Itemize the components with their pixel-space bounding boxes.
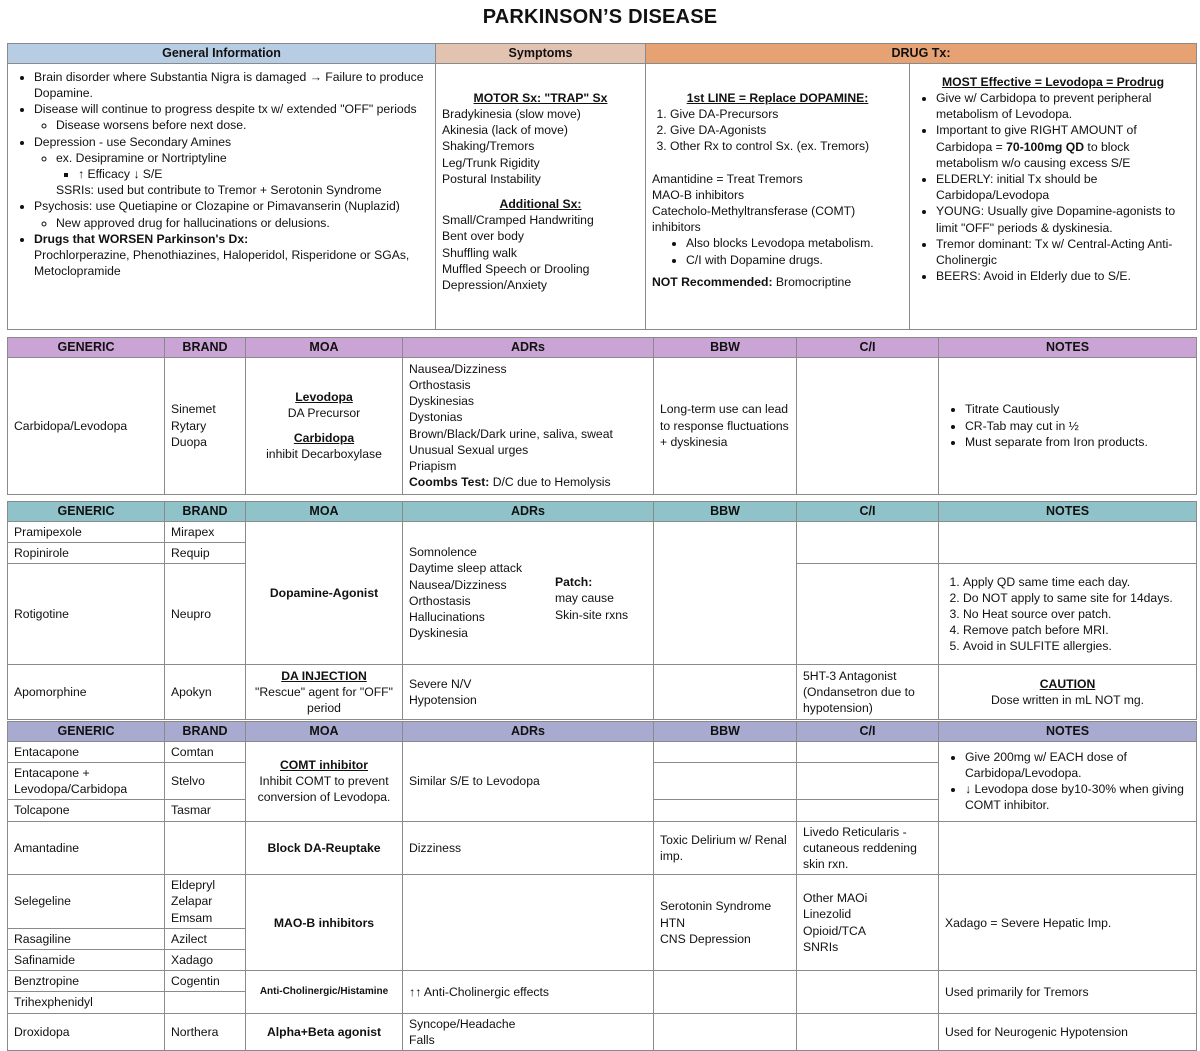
drug-tx-bullet: • BEERS: Avoid in Elderly due to S/E. xyxy=(936,268,1190,284)
col-adrs: ADRs xyxy=(403,722,654,742)
additional-title: Additional Sx: xyxy=(499,196,582,211)
brand-cell: Northera xyxy=(165,1013,246,1050)
first-line-title: 1st LINE = Replace DOPAMINE: xyxy=(686,90,869,105)
bbw-cell xyxy=(654,762,797,799)
ci-cell xyxy=(797,800,939,821)
col-notes: NOTES xyxy=(939,722,1197,742)
generic-cell: Rasagiline xyxy=(8,928,165,949)
moa-cell: Anti-Cholinergic/Histamine xyxy=(246,971,403,1013)
bbw-cell xyxy=(654,521,797,664)
notes-cell: Used primarily for Tremors xyxy=(939,971,1197,1013)
info-table xyxy=(7,43,1197,330)
brand-cell: Mirapex xyxy=(165,521,246,542)
moa-cell: Block DA-Reuptake xyxy=(246,821,403,875)
additional-item: Shuffling walk xyxy=(442,245,517,260)
bbw-cell xyxy=(654,971,797,1013)
notes-cell: Xadago = Severe Hepatic Imp. xyxy=(939,875,1197,971)
bbw-cell: Toxic Delirium w/ Renal imp. xyxy=(654,821,797,875)
notes-cell xyxy=(939,521,1197,563)
header-drug-tx: DRUG Tx: xyxy=(646,44,1197,64)
col-bbw: BBW xyxy=(654,338,797,358)
additional-item: Bent over body xyxy=(442,229,524,244)
drug-tx-line: Catecholo-Methyltransferase (COMT) inhibitors xyxy=(652,203,856,235)
drug-tx-left-cell xyxy=(646,63,910,329)
drug-tx-bullet: • YOUNG: Usually give Dopamine-agonists to limit "OFF" periods & dyskinesia. xyxy=(936,203,1190,235)
bbw-cell xyxy=(654,800,797,821)
brand-cell: Comtan xyxy=(165,741,246,762)
motor-item: Shaking/Tremors xyxy=(442,139,535,154)
col-generic: GENERIC xyxy=(8,722,165,742)
generic-cell: Entacapone xyxy=(8,741,165,762)
additional-item: Muffled Speech or Drooling xyxy=(442,261,590,276)
adrs-cell: Severe N/V Hypotension xyxy=(403,665,654,720)
brand-cell: Eldepryl Zelapar Emsam xyxy=(165,875,246,929)
generic-cell: Ropinirole xyxy=(8,542,165,563)
adrs-cell: Similar S/E to Levodopa xyxy=(403,741,654,821)
adrs-cell: ↑↑ Anti-Cholinergic effects xyxy=(403,971,654,1013)
moa-cell: Alpha+Beta agonist xyxy=(246,1013,403,1050)
motor-item: Postural Instability xyxy=(442,171,541,186)
generic-cell: Rotigotine xyxy=(8,564,165,665)
adrs-cell: Syncope/Headache Falls xyxy=(403,1013,654,1050)
symptoms-cell xyxy=(436,63,646,329)
brand-cell: Neupro xyxy=(165,564,246,665)
drug-tx-bullet: • ELDERLY: initial Tx should be Carbidopa/Levodopa xyxy=(936,171,1190,203)
drug-tx-bullet: • Tremor dominant: Tx w/ Central-Acting Anti-Cholinergic xyxy=(936,236,1190,268)
brand-cell xyxy=(165,992,246,1013)
ci-cell xyxy=(797,971,939,1013)
motor-item: Leg/Trunk Rigidity xyxy=(442,155,540,170)
info-ssri-note: SSRIs: used but contribute to Tremor + Serotonin Syndrome xyxy=(56,183,382,198)
comt-bullet: • C/I with Dopamine drugs. xyxy=(686,252,903,268)
ci-cell xyxy=(797,357,939,494)
adrs-cell: Nausea/Dizziness Orthostasis Dyskinesias Dystonias Brown/Black/Dark urine, saliva, sweat Unusual Sexual urges Priapism Coombs Test: D/C due to Hemolysis xyxy=(403,357,654,494)
col-generic: GENERIC xyxy=(8,502,165,522)
drug-tx-line: Amantidine = Treat Tremors xyxy=(652,171,803,186)
drug-tx-right-cell xyxy=(910,63,1197,329)
generic-cell: Trihexphenidyl xyxy=(8,992,165,1013)
ci-cell xyxy=(797,762,939,799)
col-adrs: ADRs xyxy=(403,502,654,522)
moa-cell: MAO-B inhibitors xyxy=(246,875,403,971)
header-symptoms: Symptoms xyxy=(436,44,646,64)
col-generic: GENERIC xyxy=(8,338,165,358)
col-brand: BRAND xyxy=(165,722,246,742)
ci-cell: Other MAOi Linezolid Opioid/TCA SNRIs xyxy=(797,875,939,971)
info-bullet: • Disease will continue to progress despite tx w/ extended "OFF" periods ◦ Disease worsens before next dose. xyxy=(34,101,429,133)
generic-cell: Entacapone + Levodopa/Carbidopa xyxy=(8,762,165,799)
generic-cell: Carbidopa/Levodopa xyxy=(8,357,165,494)
first-line-item: 3. Other Rx to control Sx. (ex. Tremors) xyxy=(670,138,903,154)
additional-item: Small/Cramped Handwriting xyxy=(442,213,594,228)
info-subbullet: ◦ ex. Desipramine or Nortriptyline ▪ ↑ Efficacy ↓ S/E xyxy=(56,150,429,182)
brand-cell: Tasmar xyxy=(165,800,246,821)
notes-cell: CAUTION Dose written in mL NOT mg. xyxy=(939,665,1197,720)
info-subsubbullet: ▪ ↑ Efficacy ↓ S/E xyxy=(78,166,429,182)
info-bullet: • Drugs that WORSEN Parkinson's Dx: Prochlorperazine, Phenothiazines, Haloperidol, Risperidone or SGAs, Metoclopramide xyxy=(34,231,429,280)
col-ci: C/I xyxy=(797,722,939,742)
generic-cell: Tolcapone xyxy=(8,800,165,821)
col-bbw: BBW xyxy=(654,502,797,522)
notes-cell: • Give 200mg w/ EACH dose of Carbidopa/Levodopa. • ↓ Levodopa dose by10-30% when giving COMT inhibitor. xyxy=(939,741,1197,821)
ci-cell: Livedo Reticularis - cutaneous reddening skin rxn. xyxy=(797,821,939,875)
drug-tx-line: MAO-B inhibitors xyxy=(652,187,745,202)
moa-cell: COMT inhibitor Inhibit COMT to prevent conversion of Levodopa. xyxy=(246,741,403,821)
ci-cell xyxy=(797,1013,939,1050)
brand-cell: Xadago xyxy=(165,950,246,971)
bbw-cell xyxy=(654,665,797,720)
generic-cell: Selegeline xyxy=(8,875,165,929)
brand-cell: Azilect xyxy=(165,928,246,949)
notes-cell: 1. Apply QD same time each day. 2. Do NOT apply to same site for 14days. 3. No Heat source over patch. 4. Remove patch before MRI. 5. Avoid in SULFITE allergies. xyxy=(939,564,1197,665)
ci-cell xyxy=(797,741,939,762)
col-moa: MOA xyxy=(246,502,403,522)
brand-cell: Sinemet Rytary Duopa xyxy=(165,357,246,494)
comt-bullet: • Also blocks Levodopa metabolism. xyxy=(686,235,903,251)
col-moa: MOA xyxy=(246,722,403,742)
adrs-cell: Dizziness xyxy=(403,821,654,875)
col-notes: NOTES xyxy=(939,338,1197,358)
moa-cell: Dopamine-Agonist xyxy=(246,521,403,664)
dopamine-agonist-table xyxy=(7,501,1197,720)
other-drugs-table xyxy=(7,721,1197,1051)
info-subbullet: ◦ Disease worsens before next dose. xyxy=(56,117,429,133)
info-bullet: • Depression - use Secondary Amines ◦ ex. Desipramine or Nortriptyline ▪ ↑ Efficacy ↓ S/E SSRIs: used but contribute to Tremor + Serotonin Syndrome xyxy=(34,134,429,199)
brand-cell xyxy=(165,821,246,875)
motor-item: Bradykinesia (slow move) xyxy=(442,106,581,121)
drug-tx-bullet: • Important to give RIGHT AMOUNT of Carbidopa = 70-100mg QD to block metabolism w/o causing excess S/E xyxy=(936,122,1190,171)
bbw-cell xyxy=(654,1013,797,1050)
col-adrs: ADRs xyxy=(403,338,654,358)
generic-cell: Amantadine xyxy=(8,821,165,875)
brand-cell: Stelvo xyxy=(165,762,246,799)
general-info-cell xyxy=(8,63,436,329)
col-brand: BRAND xyxy=(165,338,246,358)
col-brand: BRAND xyxy=(165,502,246,522)
generic-cell: Droxidopa xyxy=(8,1013,165,1050)
generic-cell: Benztropine xyxy=(8,971,165,992)
bbw-cell: Serotonin Syndrome HTN CNS Depression xyxy=(654,875,797,971)
notes-cell xyxy=(939,821,1197,875)
info-bullet: • Psychosis: use Quetiapine or Clozapine or Pimavanserin (Nuplazid) ◦ New approved drug for hallucinations or delusions. xyxy=(34,198,429,230)
header-general-info: General Information xyxy=(8,44,436,64)
col-notes: NOTES xyxy=(939,502,1197,522)
col-ci: C/I xyxy=(797,338,939,358)
brand-cell: Cogentin xyxy=(165,971,246,992)
not-recommended: NOT Recommended: Bromocriptine xyxy=(652,274,852,289)
drug-tx-bullet: • Give w/ Carbidopa to prevent peripheral metabolism of Levodopa. xyxy=(936,90,1190,122)
bbw-cell xyxy=(654,741,797,762)
motor-title: MOTOR Sx: "TRAP" Sx xyxy=(473,90,608,105)
bbw-cell: Long-term use can lead to response fluctuations + dyskinesia xyxy=(654,357,797,494)
col-ci: C/I xyxy=(797,502,939,522)
notes-cell: • Titrate Cautiously • CR-Tab may cut in ½ • Must separate from Iron products. xyxy=(939,357,1197,494)
moa-cell: DA INJECTION "Rescue" agent for "OFF" period xyxy=(246,665,403,720)
info-bullet: • Brain disorder where Substantia Nigra is damaged → Failure to produce Dopamine. xyxy=(34,69,429,101)
motor-item: Akinesia (lack of move) xyxy=(442,123,568,138)
generic-cell: Apomorphine xyxy=(8,665,165,720)
page-title: PARKINSON’S DISEASE xyxy=(482,6,718,28)
col-bbw: BBW xyxy=(654,722,797,742)
col-moa: MOA xyxy=(246,338,403,358)
brand-cell: Requip xyxy=(165,542,246,563)
moa-cell: Levodopa DA Precursor Carbidopa inhibit Decarboxylase xyxy=(246,357,403,494)
ci-cell: 5HT-3 Antagonist (Ondansetron due to hypotension) xyxy=(797,665,939,720)
info-subbullet: ◦ New approved drug for hallucinations or delusions. xyxy=(56,215,429,231)
brand-cell: Apokyn xyxy=(165,665,246,720)
adrs-cell: Somnolence Daytime sleep attack Nausea/Dizziness Orthostasis Hallucinations Dyskinesia Patch: may cause Skin-site rxns xyxy=(403,521,654,664)
first-line-item: 2. Give DA-Agonists xyxy=(670,122,903,138)
generic-cell: Pramipexole xyxy=(8,521,165,542)
notes-cell: Used for Neurogenic Hypotension xyxy=(939,1013,1197,1050)
additional-item: Depression/Anxiety xyxy=(442,278,547,293)
generic-cell: Safinamide xyxy=(8,950,165,971)
adrs-cell xyxy=(403,875,654,971)
ci-cell xyxy=(797,521,939,563)
first-line-item: 1. Give DA-Precursors xyxy=(670,106,903,122)
ci-cell xyxy=(797,564,939,665)
levodopa-table xyxy=(7,337,1197,495)
most-effective-title: MOST Effective = Levodopa = Prodrug xyxy=(941,74,1165,89)
